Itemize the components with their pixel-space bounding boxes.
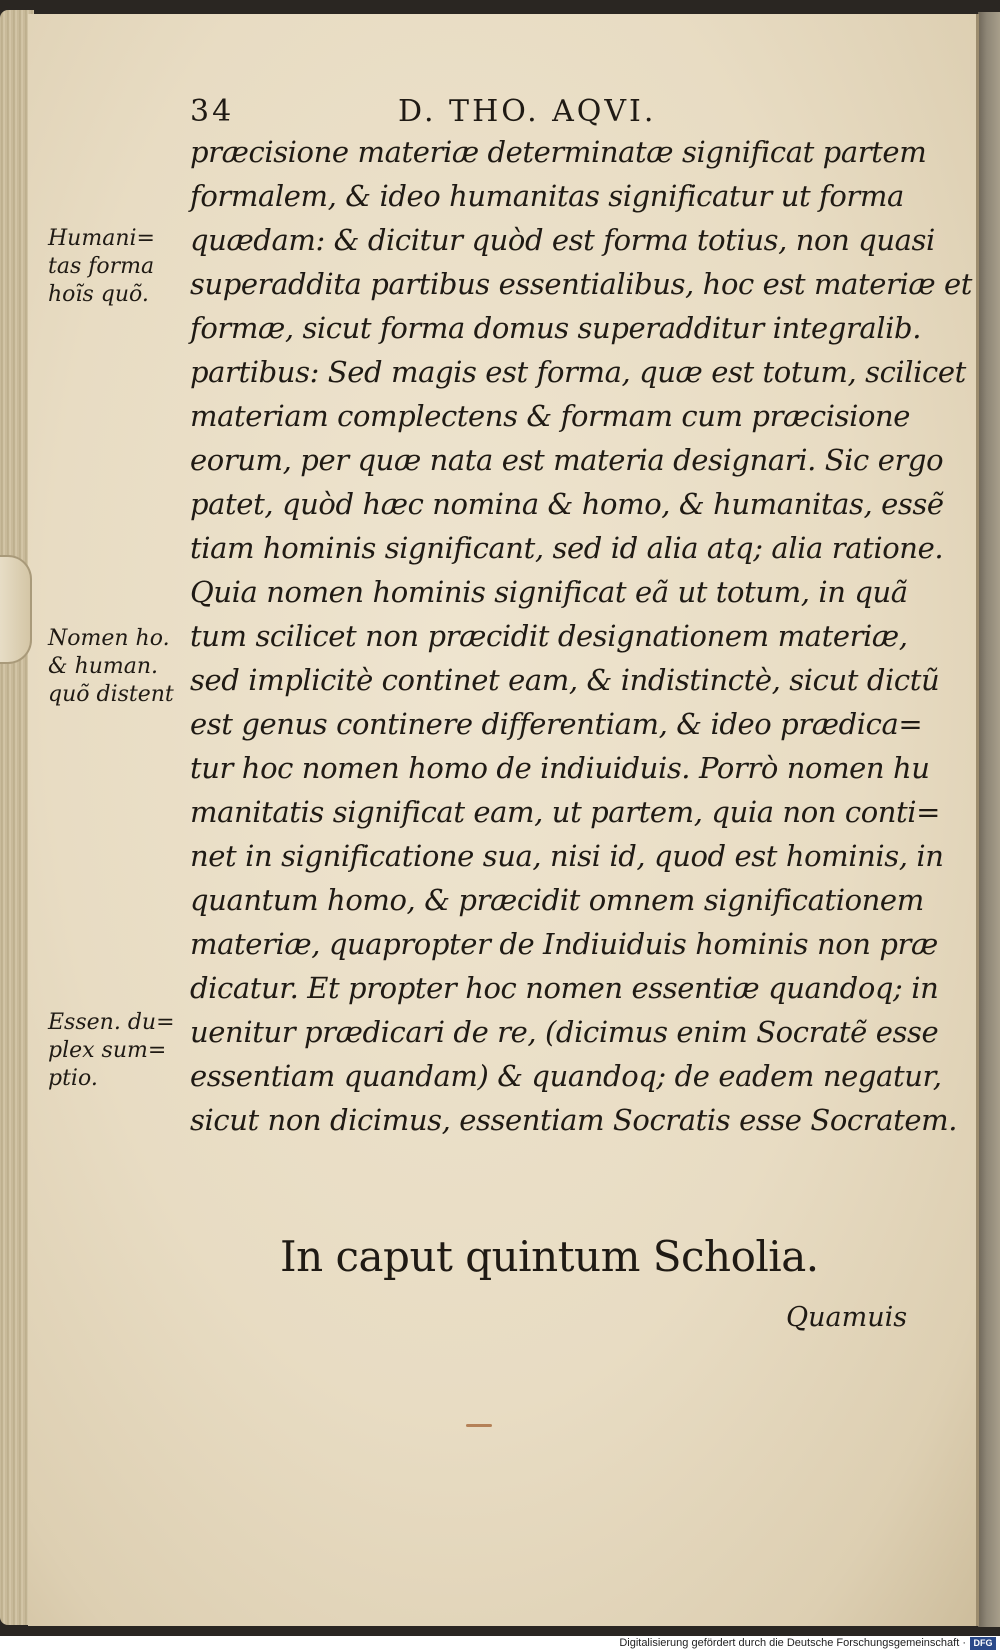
ink-smudge	[466, 1424, 492, 1427]
body-line: patet, quòd hæc nomina & homo, & humanitas, essẽ	[190, 487, 944, 521]
body-line: sed implicitè continet eam, & indistinctè, sicut dictũ	[190, 663, 940, 697]
marginal-line: Nomen ho.	[48, 626, 170, 651]
body-line: quantum homo, & præcidit omnem significationem	[190, 883, 924, 917]
digitization-credit: Digitalisierung gefördert durch die Deutsche Forschungsgemeinschaft ·	[619, 1637, 966, 1649]
body-line: præcisione materiæ determinatæ significat partem	[190, 135, 927, 169]
marginal-line: Humani=	[48, 226, 155, 251]
body-line: materiæ, quapropter de Indiuiduis hominis non præ	[190, 927, 938, 961]
body-line: essentiam quandam) & quandoq; de eadem negatur,	[190, 1059, 942, 1093]
body-line: Quia nomen hominis significat eã ut totum, in quã	[190, 575, 908, 609]
body-line: tum scilicet non præcidit designationem materiæ,	[190, 619, 908, 653]
body-line: net in significatione sua, nisi id, quod est hominis, in	[190, 839, 944, 873]
page-number: 34	[190, 94, 235, 129]
body-line: partibus: Sed magis est forma, quæ est totum, scilicet	[190, 355, 966, 389]
body-line: superaddita partibus essentialibus, hoc est materiæ et	[190, 267, 973, 301]
body-line: quædam: & dicitur quòd est forma totius, non quasi	[190, 223, 935, 257]
body-line: uenitur prædicari de re, (dicimus enim Socratẽ esse	[190, 1015, 939, 1049]
marginal-line: & human.	[48, 654, 159, 679]
body-line: est genus continere differentiam, & ideo prædica=	[190, 707, 923, 741]
binding-edge	[978, 12, 1000, 1627]
body-line: formalem, & ideo humanitas significatur ut forma	[190, 179, 904, 213]
section-title: In caput quintum Scholia.	[280, 1232, 819, 1281]
body-line: sicut non dicimus, essentiam Socratis esse Socratem.	[190, 1103, 958, 1137]
marginal-line: hoĩs quõ.	[48, 282, 149, 307]
running-head: D. THO. AQVI.	[398, 94, 657, 129]
dfg-logo-icon: DFG	[970, 1637, 996, 1650]
book-clasp	[0, 555, 32, 664]
marginal-line: quõ distent	[48, 682, 174, 707]
marginal-line: plex sum=	[48, 1038, 167, 1063]
body-line: dicatur. Et propter hoc nomen essentiæ quandoq; in	[190, 971, 939, 1005]
body-line: materiam complectens & formam cum præcisione	[190, 399, 911, 433]
catchword: Quamuis	[786, 1302, 908, 1333]
body-line: eorum, per quæ nata est materia designari. Sic ergo	[190, 443, 944, 477]
marginal-line: ptio.	[48, 1066, 98, 1091]
marginal-line: Essen. du=	[48, 1010, 175, 1035]
body-line: tiam hominis significant, sed id alia atq; alia ratione.	[190, 531, 944, 565]
body-line: manitatis significat eam, ut partem, quia non conti=	[190, 795, 941, 829]
marginal-line: tas forma	[48, 254, 155, 279]
body-line: formæ, sicut forma domus superadditur integralib.	[190, 311, 922, 345]
body-line: tur hoc nomen homo de indiuiduis. Porrò nomen hu	[190, 751, 930, 785]
